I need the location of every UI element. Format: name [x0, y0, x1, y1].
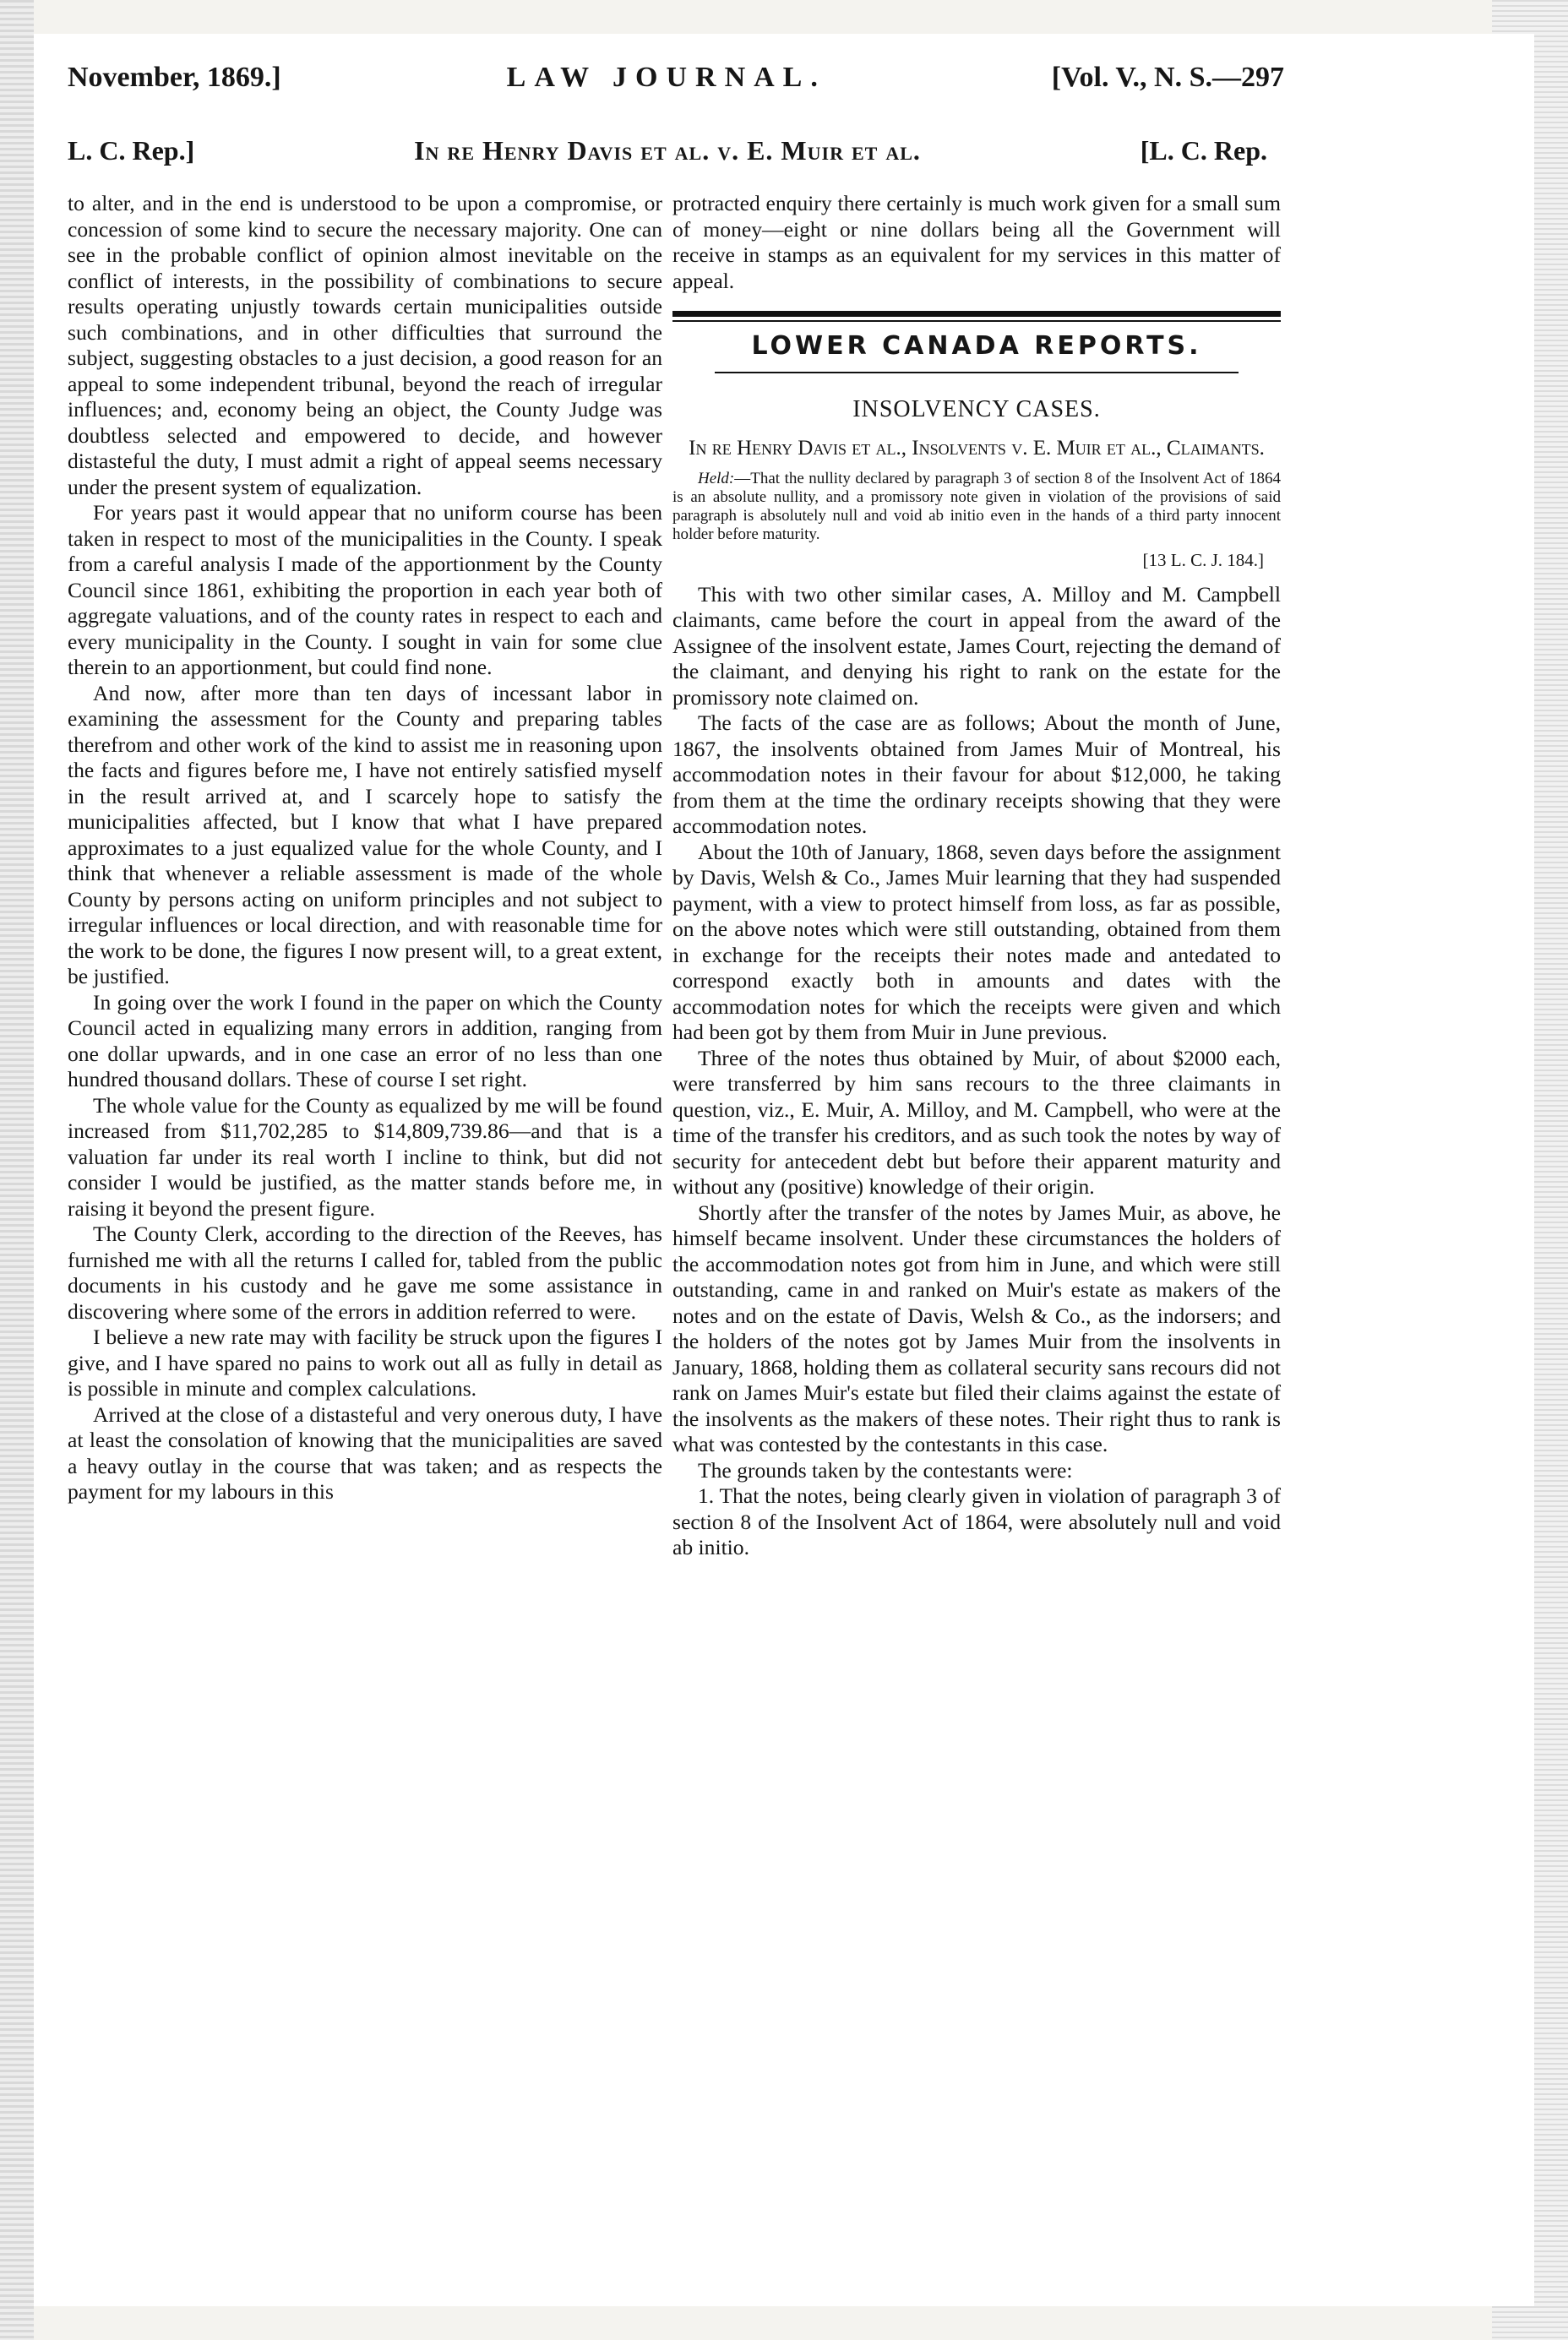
paragraph: I believe a new rate may with facility be struck upon the figures I give, and I have spared no pains to work out all as fully in detail as is possible in minute and complex calculations. — [68, 1325, 662, 1401]
paragraph: Shortly after the transfer of the notes by James Muir, as above, he himself became insolvent. Under these circumstances the holders of the accommodation notes got from him in June, and which were still outstanding, came in and ranked on Muir's estate as makers of the notes and on the estate of Davis, Welsh & Co., as the indorsers; and the holders of the notes got by James Muir from the insolvents in January, 1868, holding them as collateral security sans recours did not rank on James Muir's estate but filed their claims against the estate of the insolvents as the makers of these notes. Their right thus to rank is what was contested by the contestants in this case. — [672, 1200, 1281, 1456]
page-header — [68, 52, 1284, 103]
paragraph: The whole value for the County as equalized by me will be found increased from $11,702,285 to $14,809,739.86—and that is a valuation far under its real worth I incline to think, but did not consider I would be justified, as the matter stands before me, in raising it beyond the present figure. — [68, 1092, 662, 1221]
section-title: LOWER CANADA REPORTS. — [751, 331, 1202, 361]
paragraph: 1. That the notes, being clearly given in violation of paragraph 3 of section 8 of the Insolvent Act of 1864, were absolutely null and void ab initio. — [672, 1483, 1281, 1559]
section-rule-thick — [672, 311, 1281, 317]
running-head — [68, 127, 1267, 174]
paragraph: This with two other similar cases, A. Milloy and M. Campbell claimants, came before the court in appeal from the award of the Assignee of the insolvent estate, James Court, rejecting the demand of the claimant, and denying his right to rank on the estate for the promissory note claimed on. — [672, 581, 1281, 710]
paragraph: And now, after more than ten days of incessant labor in examining the assessment for the County and preparing tables therefrom and other work of the kind to assist me in reasoning upon the facts and figures before me, I have not entirely satisfied myself in the result arrived at, and I scarcely hope to satisfy the municipalities affected, but I know that what I have prepared approximates to a just equalized value for the whole County, and I think that whenever a reliable assessment is made of the whole County by persons acting on uniform principles and not subject to irregular influences or local direction, and with reasonable time for the work to be done, the figures I now present will, to a great extent, be justified. — [68, 680, 662, 988]
section-rule-thin — [672, 320, 1281, 322]
header-volume-page: [Vol. V., N. S.—297 — [1051, 62, 1284, 93]
case-citation: [13 L. C. J. 184.] — [1142, 550, 1264, 570]
case-title: In re Henry Davis et al., Insolvents v. E. Muir et al., Claimants. — [689, 437, 1265, 460]
scan-edge-left — [0, 0, 34, 2340]
left-column — [68, 191, 662, 1505]
headnote-text: —That the nullity declared by paragraph 3 of section 8 of the Insolvent Act of 1864 is an absolute nullity, and a promissory note given in violation of the provisions of said paragraph is absolutely null and void ab initio even in the hands of a third party innocent holder before maturity. — [672, 470, 1281, 543]
paragraph: The facts of the case are as follows; About the month of June, 1867, the insolvents obtained from James Muir of Montreal, his accommodation notes in their favour for about $12,000, he taking from them at the time the ordinary receipts showing that they were accommodation notes. — [672, 710, 1281, 838]
paragraph: to alter, and in the end is understood to be upon a compromise, or concession of some kind to secure the necessary majority. One can see in the probable conflict of opinion almost inevitable on the conflict of interests, in the possibility of combinations to secure results operating unjustly towards certain municipalities outside such combinations, and in other difficulties that surround the subject, suggesting obstacles to a just decision, a good reason for an appeal to some independent tribunal, beyond the reach of irregular influences; and, economy being an object, the County Judge was doubtless selected and empowered to decide, and however distasteful the duty, I must admit a right of appeal seems necessary under the present system of equalization. — [68, 191, 662, 499]
paragraph: Three of the notes thus obtained by Muir, of about $2000 each, were transferred by him sans recours to the three claimants in question, viz., E. Muir, A. Milloy, and M. Campbell, who were at the time of the transfer his creditors, and as such took the notes by way of security for antecedent debt but before their apparent maturity and without any (positive) knowledge of their origin. — [672, 1045, 1281, 1199]
paragraph: The County Clerk, according to the direction of the Reeves, has furnished me with all the returns I called for, tabled from the public documents in his custody and he gave me some assistance in discovering where some of the errors in addition referred to were. — [68, 1222, 662, 1324]
continuation-paragraph: protracted enquiry there certainly is much work given for a small sum of money—eight or nine dollars being all the Government will receive in stamps as an equivalent for my services in this matter of appeal. — [672, 191, 1281, 293]
headnote-label: Held: — [698, 470, 735, 487]
right-column — [672, 191, 1281, 1561]
header-date: November, 1869.] — [68, 62, 281, 93]
running-head-case: In re Henry Davis et al. v. E. Muir et al. — [414, 134, 921, 166]
paragraph: In going over the work I found in the paper on which the County Council acted in equalizing many errors in addition, ranging from one dollar upwards, and in one case an error of no less than one hundred thousand dollars. These of course I set right. — [68, 989, 662, 1091]
paragraph: The grounds taken by the contestants were: — [698, 1457, 1073, 1483]
headnote — [672, 470, 1281, 544]
paragraph: Arrived at the close of a distasteful and very onerous duty, I have at least the consolation of knowing that the municipalities are saved a heavy outlay in the course that was taken; and as respects the payment for my labours in this — [68, 1401, 662, 1504]
subsection-title: INSOLVENCY CASES. — [852, 395, 1101, 422]
section-underline — [715, 372, 1239, 373]
journal-title: LAW JOURNAL. — [506, 62, 826, 93]
running-head-left: L. C. Rep.] — [68, 134, 195, 166]
paragraph: For years past it would appear that no uniform course has been taken in respect to most of the municipalities in the County. I speak from a careful analysis I made of the apportionment by the County Council since 1861, exhibiting the proportion in each year both of aggregate valuations, and of the county rates in respect to each and every municipality in the County. I sought in vain for some clue therein to an apportionment, but could find none. — [68, 500, 662, 679]
paragraph: About the 10th of January, 1868, seven days before the assignment by Davis, Welsh & Co., James Muir learning that they had suspended payment, with a view to protect himself from loss, as far as possible, on the above notes which were still outstanding, obtained from them in exchange for the receipts their notes made and antedated to correspond exactly both in amounts and dates with the accommodation notes for which the receipts were given and which had been got by them from Muir in June previous. — [672, 839, 1281, 1044]
running-head-right: [L. C. Rep. — [1140, 134, 1267, 166]
